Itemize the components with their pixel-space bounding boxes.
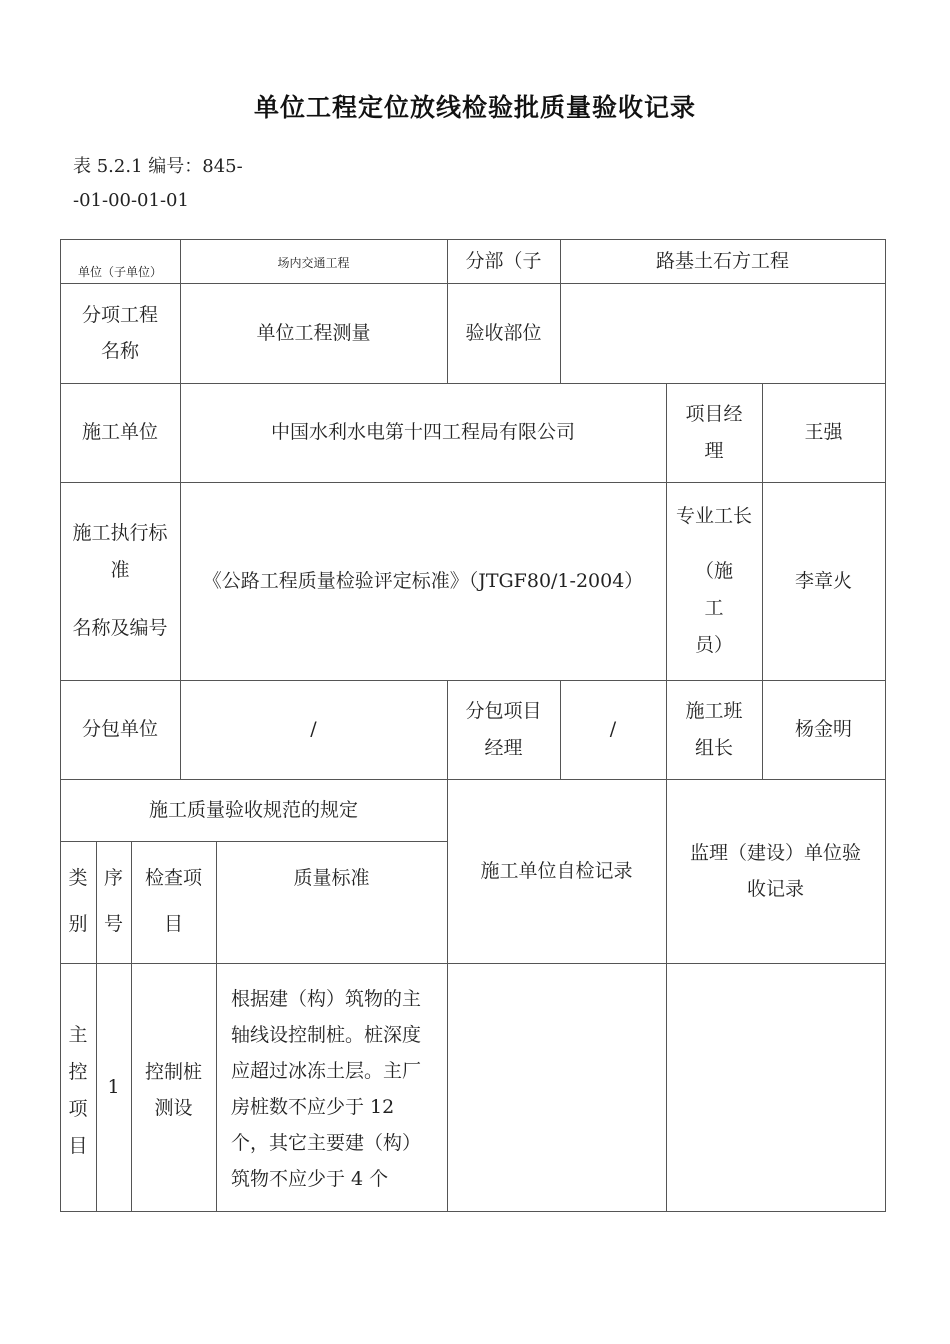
subitem-value: 单位工程测量 [256,321,371,344]
team-leader-label: 施工班 组长 [685,700,743,759]
unit-label: 单位（子单位） [77,264,162,279]
col-line [885,239,886,1212]
subcontract-label: 分包单位 [81,718,158,741]
subcontract-value: / [310,718,317,741]
division-value: 路基土石方工程 [655,249,789,272]
col-category-header: 类 别 [68,867,88,935]
col-seq-header: 序 号 [103,867,123,935]
construction-unit-label: 施工单位 [81,421,158,444]
project-manager-label: 项目经 理 [685,403,743,462]
foreman-label: 专业工长 （施 工 员） [675,504,752,657]
construction-unit-value: 中国水利水电第十四工程局有限公司 [270,421,575,444]
row-item: 控制桩 测设 [144,1060,202,1119]
row-self-check [447,963,666,1211]
standard-label: 施工执行标 准 名称及编号 [72,522,168,639]
supervision-header: 监理（建设）单位验 收记录 [689,841,861,900]
team-leader-value: 杨金明 [794,718,852,741]
col-item-header: 检查项 目 [144,867,202,935]
row-category: 主 控 项 目 [68,1023,88,1158]
subitem-label: 分项工程 名称 [81,303,158,362]
col-standard-header: 质量标准 [293,866,370,889]
unit-value: 场内交通工程 [277,255,350,270]
self-check-header: 施工单位自检记录 [480,859,633,882]
standard-value: 《公路工程质量检验评定标准》（JTGF80/1-2004） [202,569,644,592]
sub-pm-value: / [609,718,617,741]
page-title: 单位工程定位放线检验批质量验收记录 [253,93,696,122]
spec-section-title: 施工质量验收规范的规定 [148,798,358,821]
acceptance-part-label: 验收部位 [465,321,542,344]
row-supervision [666,963,885,1211]
table-number: 表 5.2.1 编号：845- [73,156,243,177]
project-manager-value: 王强 [804,421,843,444]
foreman-value: 李章火 [794,569,852,592]
sub-pm-label: 分包项目 经理 [465,700,542,759]
row-line [60,1211,886,1212]
row-standard: 根据建（构）筑物的主 轴线设控制桩。桩深度 应超过冰冻土层。主厂 房桩数不应少于 12 个，其它主要建（构） 筑物不应少于 4 个 [231,988,422,1191]
division-label: 分部（子 [465,249,542,272]
acceptance-part-value [560,283,885,383]
row-seq: 1 [107,1075,120,1098]
table-code-suffix: -01-00-01-01 [73,190,189,211]
